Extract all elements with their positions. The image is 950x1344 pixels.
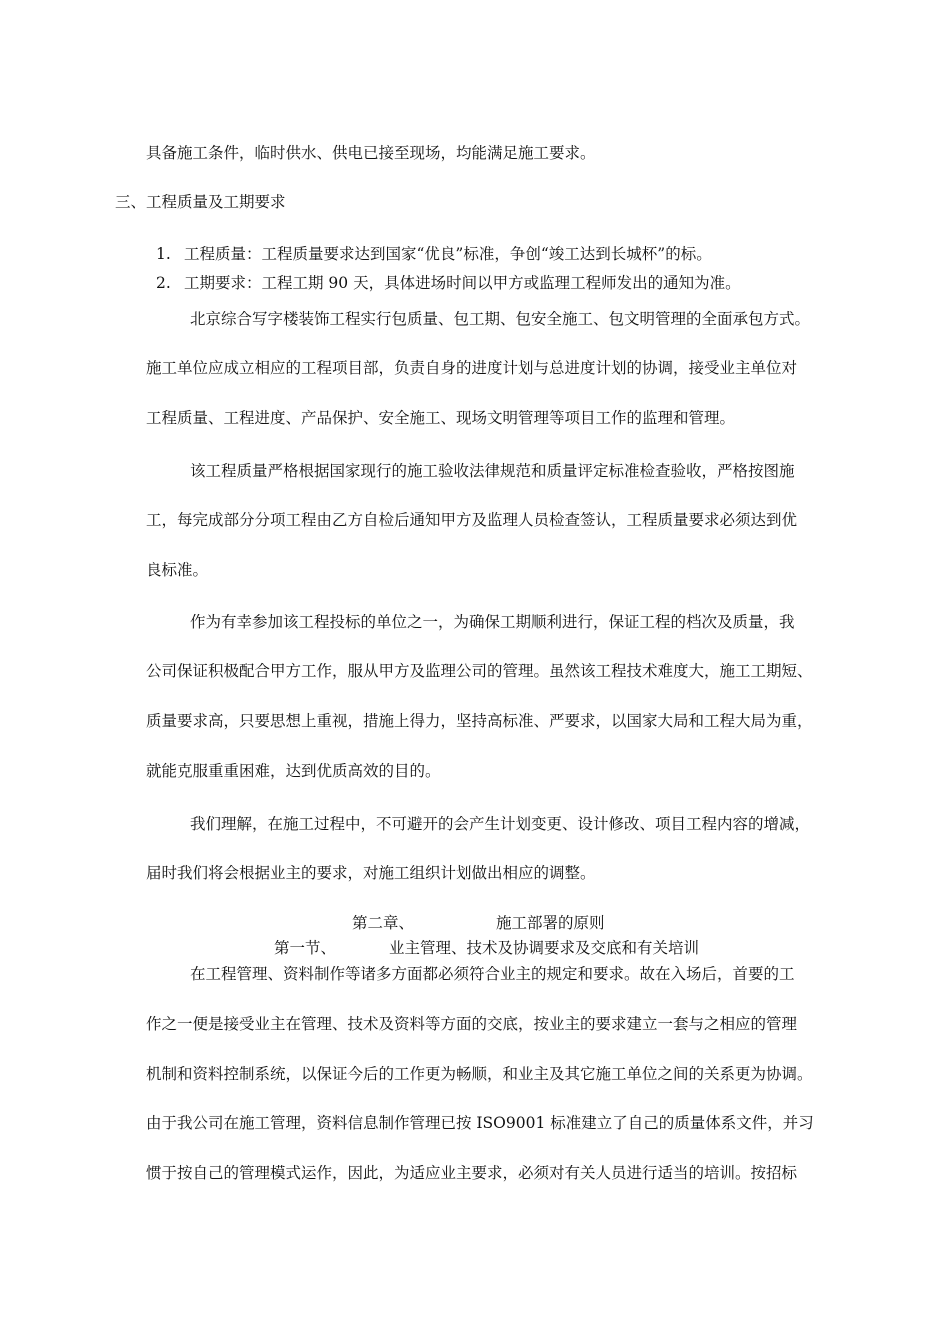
paragraph-line: 工程质量、工程进度、产品保护、安全施工、现场文明管理等项目工作的监理和管理。 — [146, 409, 736, 427]
list-item-number: 2. — [156, 274, 171, 292]
paragraph-line: 质量要求高，只要思想上重视，措施上得力，坚持高标准、严要求，以国家大局和工程大局为重， — [146, 712, 813, 730]
paragraph-line: 作之一便是接受业主在管理、技术及资料等方面的交底，按业主的要求建立一套与之相应的管理 — [146, 1015, 798, 1033]
list-item-number: 1. — [156, 245, 171, 263]
paragraph-line: 由于我公司在施工管理，资料信息制作管理已按 ISO9001 标准建立了自己的质量体系文件，并习 — [146, 1114, 814, 1132]
section-number: 第一节、 — [274, 939, 337, 957]
paragraph-line: 届时我们将会根据业主的要求，对施工组织计划做出相应的调整。 — [146, 864, 596, 882]
paragraph-line: 北京综合写字楼装饰工程实行包质量、包工期、包安全施工、包文明管理的全面承包方式。 — [190, 310, 811, 328]
chapter-title: 施工部署的原则 — [496, 914, 605, 932]
paragraph-line: 在工程管理、资料制作等诸多方面都必须符合业主的规定和要求。故在入场后，首要的工 — [190, 965, 795, 983]
paragraph-line: 惯于按自己的管理模式运作，因此，为适应业主要求，必须对有关人员进行适当的培训。按招标 — [146, 1164, 798, 1182]
paragraph-line: 我们理解，在施工过程中，不可避开的会产生计划变更、设计修改、项目工程内容的增减， — [190, 815, 811, 833]
paragraph-line: 施工单位应成立相应的工程项目部，负责自身的进度计划与总进度计划的协调，接受业主单位对 — [146, 359, 798, 377]
paragraph-line: 就能克服重重困难，达到优质高效的目的。 — [146, 762, 441, 780]
section-heading: 三、工程质量及工期要求 — [115, 193, 286, 211]
paragraph-line: 公司保证积极配合甲方工作，服从甲方及监理公司的管理。虽然该工程技术难度大，施工工期短、 — [146, 662, 813, 680]
section-title: 业主管理、技术及协调要求及交底和有关培训 — [389, 939, 700, 957]
list-item-text: 工程质量：工程质量要求达到国家“优良”标准，争创“竣工达到长城杯”的标。 — [184, 245, 712, 263]
continuation-line: 具备施工条件，临时供水、供电已接至现场，均能满足施工要求。 — [146, 144, 596, 162]
paragraph-line: 机制和资料控制系统，以保证今后的工作更为畅顺，和业主及其它施工单位之间的关系更为协调。 — [146, 1065, 813, 1083]
paragraph-line: 作为有幸参加该工程投标的单位之一，为确保工期顺利进行，保证工程的档次及质量，我 — [190, 613, 795, 631]
paragraph-line: 工，每完成部分分项工程由乙方自检后通知甲方及监理人员检查签认，工程质量要求必须达到优 — [146, 511, 798, 529]
paragraph-line: 该工程质量严格根据国家现行的施工验收法律规范和质量评定标准检查验收，严格按图施 — [190, 462, 795, 480]
chapter-number: 第二章、 — [352, 914, 415, 932]
list-item-text: 工期要求：工程工期 90 天，具体进场时间以甲方或监理工程师发出的通知为准。 — [184, 274, 741, 292]
paragraph-line: 良标准。 — [146, 561, 209, 579]
